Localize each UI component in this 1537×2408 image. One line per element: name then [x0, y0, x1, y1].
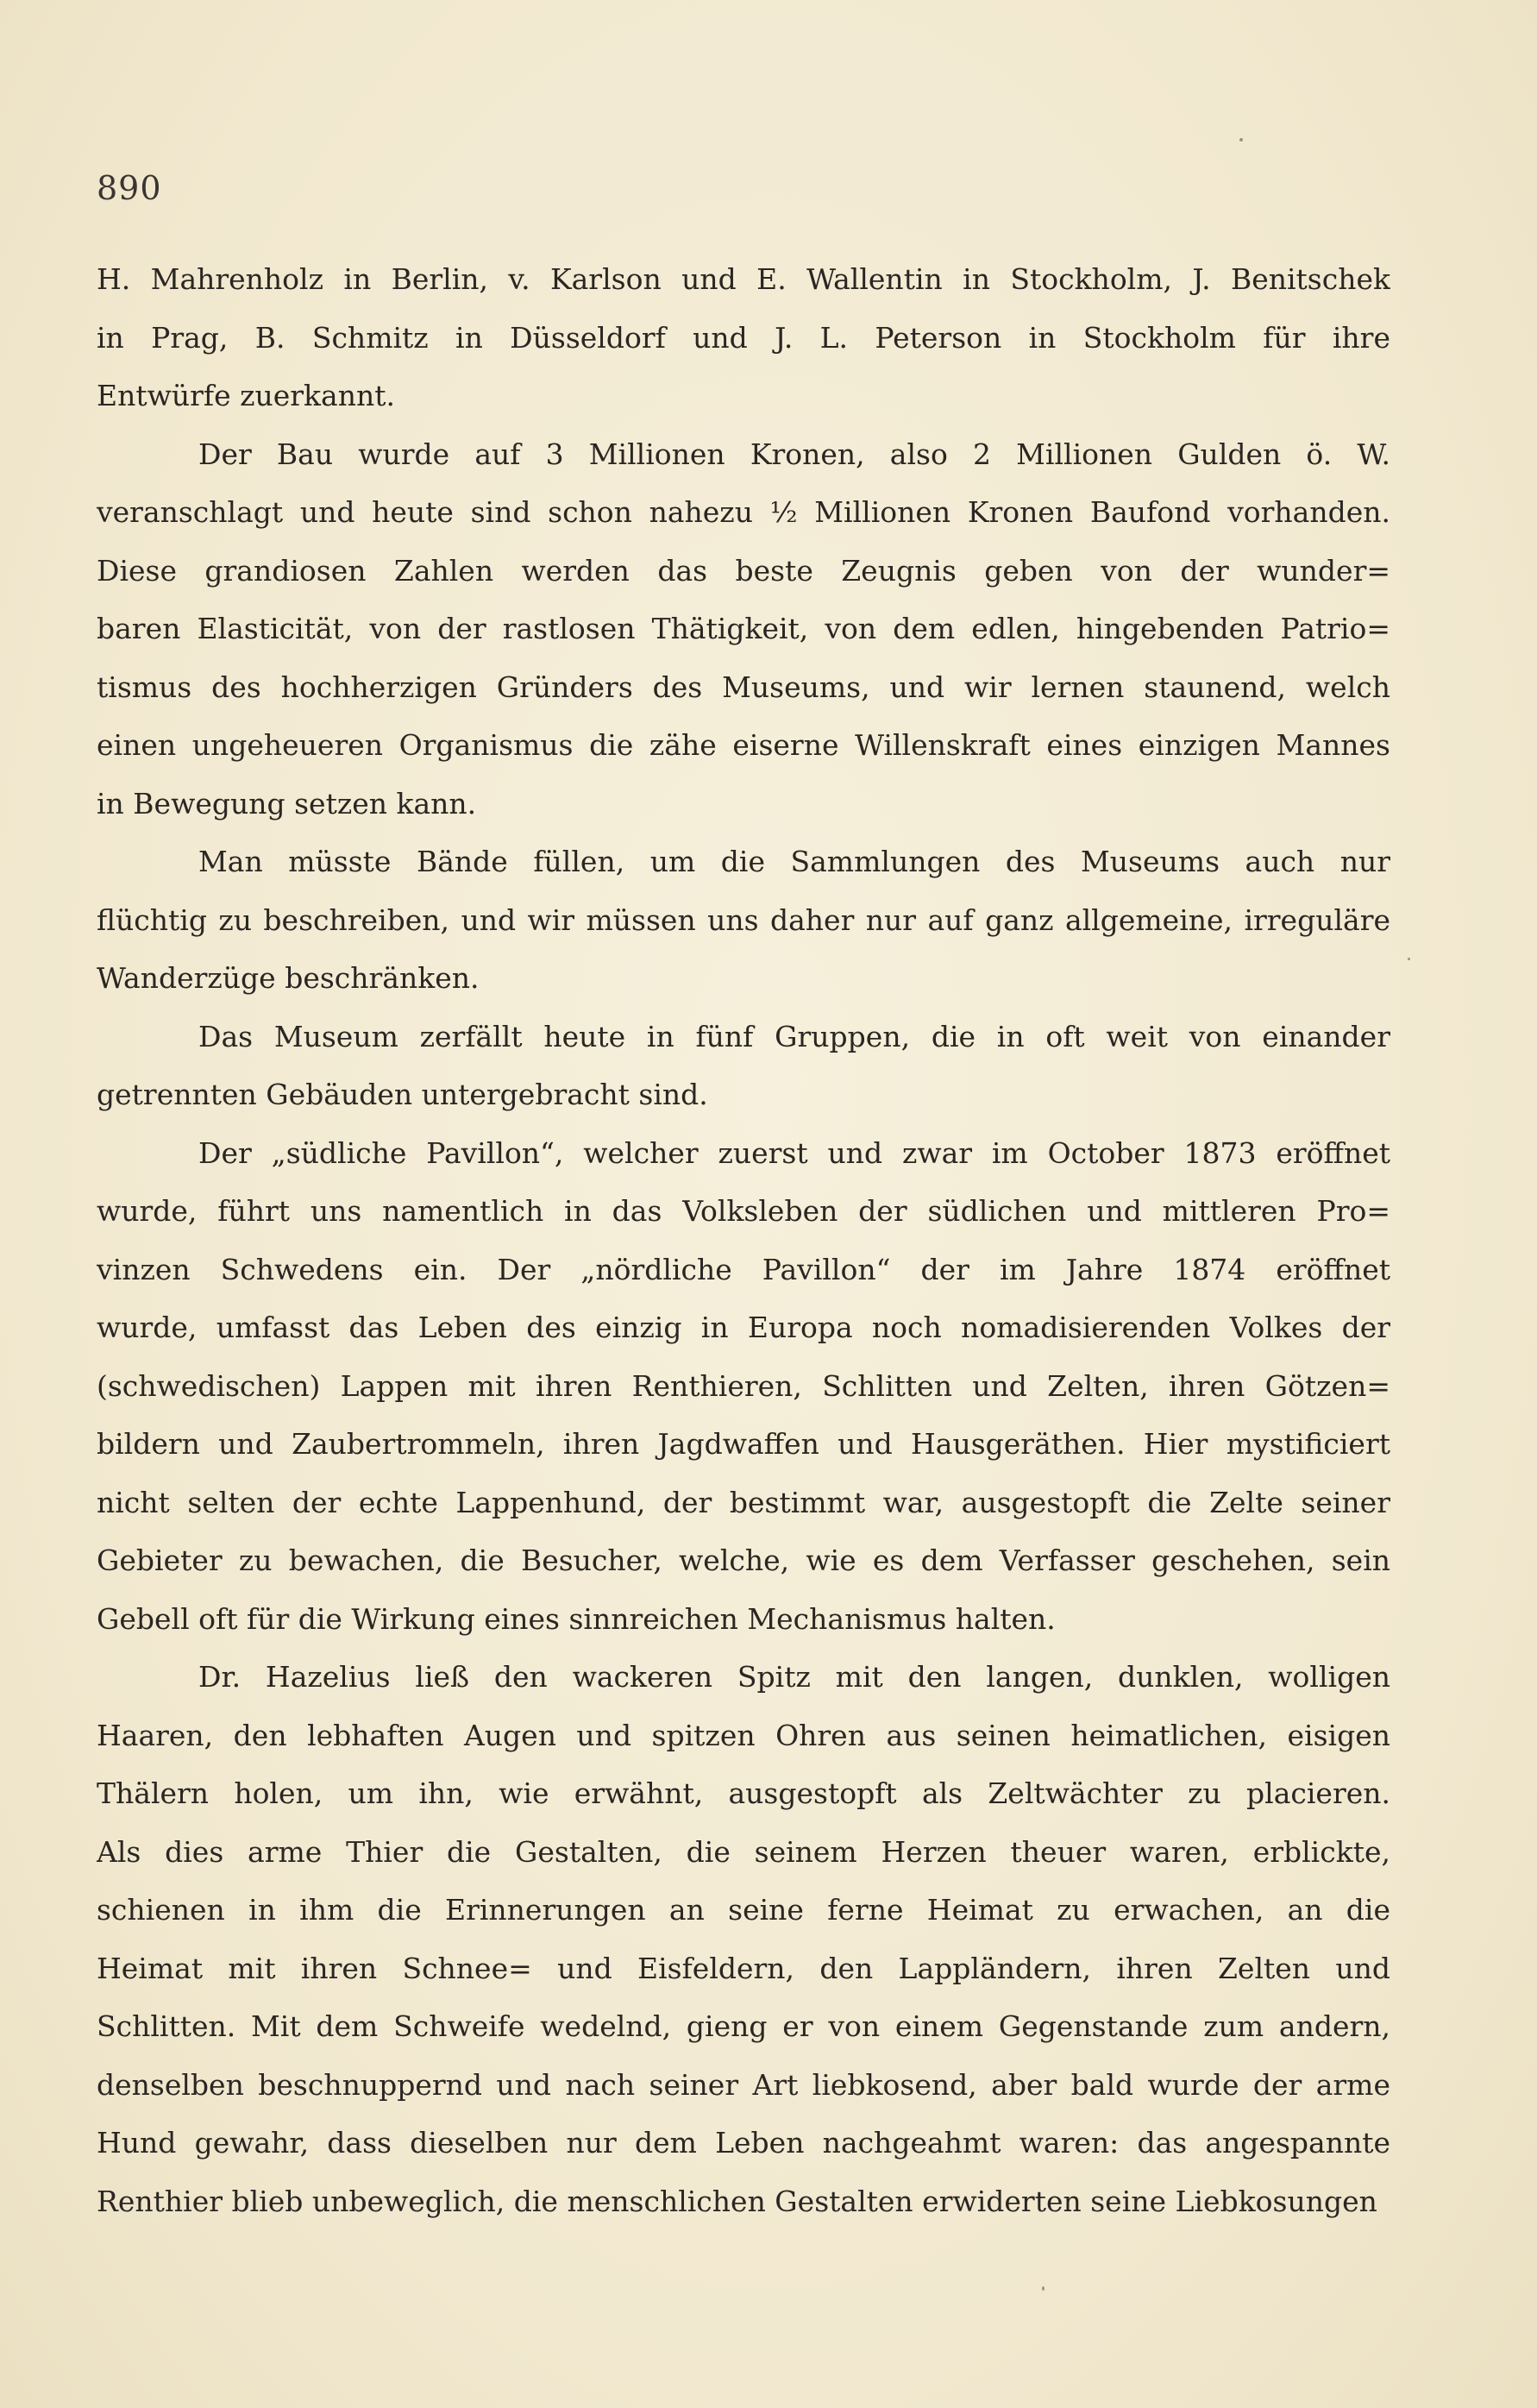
text-line: Dr. Hazelius ließ den wackeren Spitz mit den langen, dunklen, wolligen [198, 1660, 1390, 1694]
text-line: Man müsste Bände füllen, um die Sammlungen des Museums auch nur [198, 845, 1390, 878]
text-line: denselben beschnuppernd und nach seiner Art liebkosend, aber bald wurde der arme [97, 2067, 1390, 2102]
text-line: Gebieter zu bewachen, die Besucher, welche, wie es dem Verfasser geschehen, sein [97, 1544, 1390, 1577]
text-line: Das Museum zerfällt heute in fünf Gruppen, die in oft weit von einander [198, 1019, 1390, 1053]
text-line: in Prag, B. Schmitz in Düsseldorf und J. L. Peterson in Stockholm für ihre [97, 320, 1390, 355]
text-line: veranschlagt und heute sind schon nahezu ½ Millionen Kronen Baufond vorhanden. [97, 495, 1390, 529]
page-number: 890 [97, 169, 162, 207]
text-line: in Bewegung setzen kann. [97, 786, 477, 820]
text-line: getrennten Gebäuden untergebracht sind. [97, 1078, 708, 1111]
body-text [97, 250, 1390, 2230]
text-line: Wanderzüge beschränken. [97, 961, 480, 995]
text-line: Thälern holen, um ihn, wie erwähnt, ausgestopft als Zeltwächter zu placieren. [97, 1776, 1390, 1810]
text-line: bildern und Zaubertrommeln, ihren Jagdwaffen und Hausgeräthen. Hier mystificiert [97, 1427, 1390, 1461]
text-line: baren Elasticität, von der rastlosen Thätigkeit, von dem edlen, hingebenden Patrio= [97, 612, 1390, 645]
text-line: Gebell oft für die Wirkung eines sinnreichen Mechanismus halten. [97, 1601, 1056, 1636]
text-line: Hund gewahr, dass dieselben nur dem Leben nachgeahmt waren: das angespannte [97, 2126, 1390, 2160]
text-line: Haaren, den lebhaften Augen und spitzen Ohren aus seinen heimatlichen, eisigen [97, 1718, 1390, 1752]
text-line: H. Mahrenholz in Berlin, v. Karlson und E. Wallentin in Stockholm, J. Benitschek [97, 262, 1390, 296]
text-line: Der Bau wurde auf 3 Millionen Kronen, also 2 Millionen Gulden ö. W. [198, 437, 1390, 471]
text-line: flüchtig zu beschreiben, und wir müssen uns daher nur auf ganz allgemeine, irreguläre [97, 902, 1390, 937]
text-line: wurde, führt uns namentlich in das Volksleben der südlichen und mittleren Pro= [97, 1194, 1390, 1228]
text-line: (schwedischen) Lappen mit ihren Renthieren, Schlitten und Zelten, ihren Götzen= [97, 1368, 1390, 1403]
text-line: Diese grandiosen Zahlen werden das beste Zeugnis geben von der wunder= [97, 553, 1390, 588]
text-line: nicht selten der echte Lappenhund, der bestimmt war, ausgestopft die Zelte seiner [97, 1485, 1390, 1519]
text-line: Der „südliche Pavillon“, welcher zuerst und zwar im October 1873 eröffnet [198, 1135, 1390, 1170]
paper-speck [1408, 958, 1410, 960]
text-line: wurde, umfasst das Leben des einzig in Europa noch nomadisierenden Volkes der [97, 1311, 1390, 1344]
text-line: einen ungeheueren Organismus die zähe eiserne Willenskraft eines einzigen Mannes [97, 728, 1390, 762]
text-line: Entwürfe zuerkannt. [97, 379, 395, 412]
paper-speck [1239, 138, 1243, 141]
text-line: Heimat mit ihren Schnee= und Eisfeldern, den Lappländern, ihren Zelten und [97, 1951, 1390, 1985]
paper-speck [1042, 2286, 1045, 2291]
text-line: tismus des hochherzigen Gründers des Museums, und wir lernen staunend, welch [97, 670, 1390, 704]
text-line: vinzen Schwedens ein. Der „nördliche Pavillon“ der im Jahre 1874 eröffnet [97, 1252, 1390, 1286]
text-line: Renthier blieb unbeweglich, die menschlichen Gestalten erwiderten seine Liebkosungen [97, 2184, 1377, 2218]
text-line: Schlitten. Mit dem Schweife wedelnd, gieng er von einem Gegenstande zum andern, [97, 2009, 1390, 2043]
text-line: schienen in ihm die Erinnerungen an seine ferne Heimat zu erwachen, an die [97, 1893, 1390, 1927]
text-line: Als dies arme Thier die Gestalten, die seinem Herzen theuer waren, erblickte, [97, 1834, 1390, 1869]
